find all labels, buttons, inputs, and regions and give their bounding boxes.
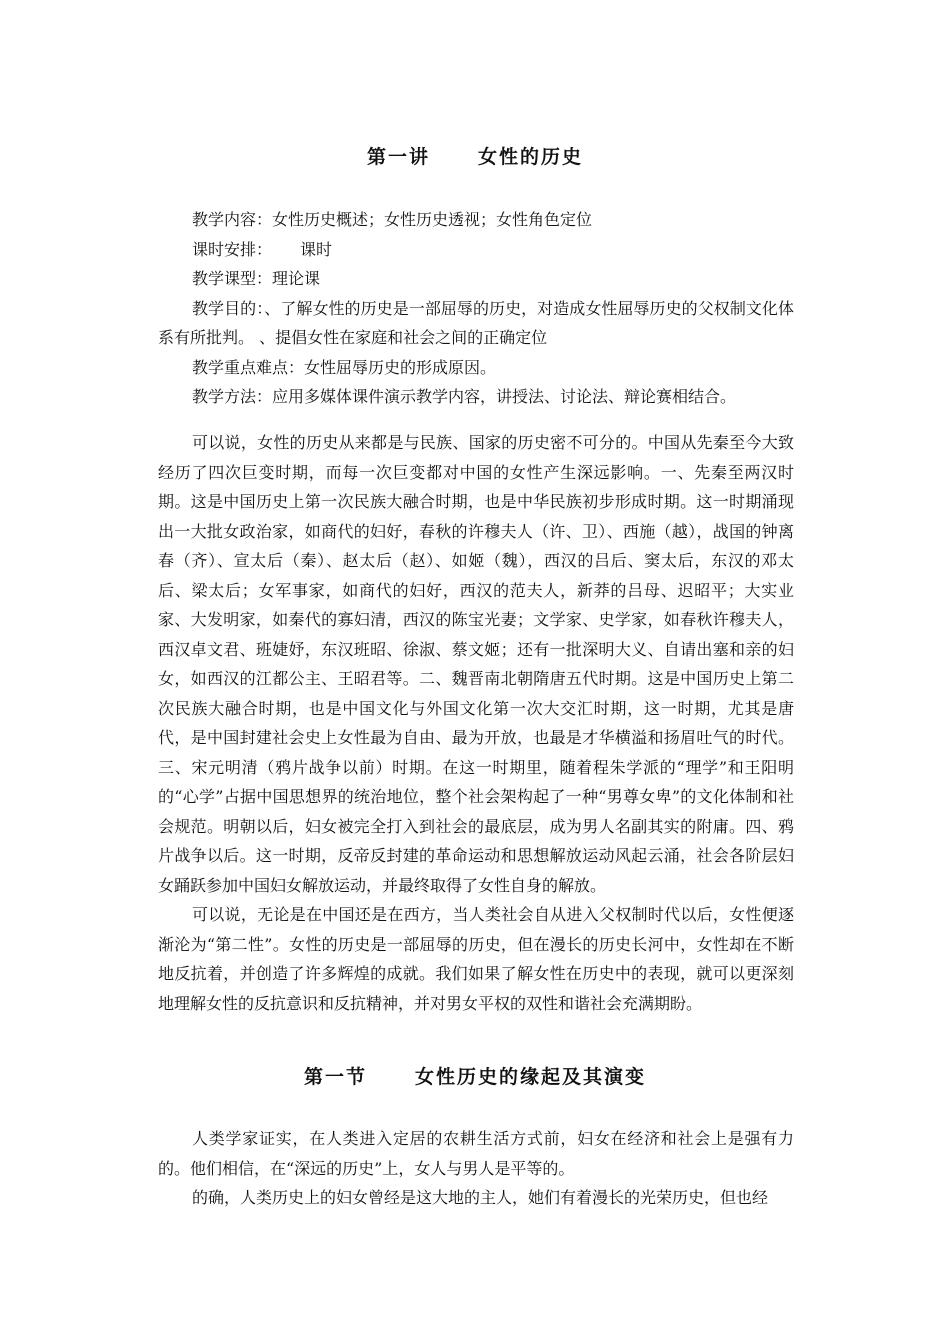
chapter1-body <box>158 428 794 1018</box>
meta-hours-label: 课时安排： <box>192 239 273 259</box>
meta-type-label: 教学课型： <box>192 269 273 288</box>
meta-type-value: 理论课 <box>272 269 321 288</box>
meta-type <box>158 264 794 294</box>
meta-method-label: 教学方法： <box>192 387 273 406</box>
meta-hours <box>158 235 794 265</box>
body-paragraph: 人类学家证实，在人类进入定居的农耕生活方式前，妇女在经济和社会上是强有力的。他们相信，在“深远的历史”上，女人与男人是平等的。 <box>158 1129 794 1178</box>
meta-goal-value: 、了解女性的历史是一部屈辱的历史，对造成女性屈辱历史的父权制文化体系有所批判。 、提倡女性在家庭和社会之间的正确定位 <box>158 298 794 347</box>
meta-goal-label: 教学目的： <box>192 298 265 318</box>
section-heading <box>0 1062 950 1089</box>
meta-hours-value: 课时 <box>300 239 333 259</box>
body-paragraph: 的确，人类历史上的妇女曾经是这大地的主人，她们有着漫长的光荣历史，但也经 <box>192 1188 769 1207</box>
body-paragraph: 可以说，女性的历史从来都是与民族、国家的历史密不可分的。中国从先秦至今大致经历了四次巨变时期，而每一次巨变都对中国的女性产生深远影响。一、先秦至两汉时期。这是中国历史上第一次民族大融合时期，也是中华民族初步形成时期。这一时期涌现出一大批女政治家，如商代的妇好，春秋的许穆夫人（许、卫）、西施（越），战国的钟离春（齐）、宣太后（秦）、赵太后（赵）、如姬（魏），西汉的吕后、窦太后，东汉的邓太后、梁太后；女军事家，如商代的妇好，西汉的范夫人，新莽的吕母、迟昭平；大实业家、大发明家，如秦代的寡妇清，西汉的陈宝光妻；文学家、史学家，如春秋许穆夫人，西汉卓文君、班婕妤，东汉班昭、徐淑、蔡文姬；还有一批深明大义、自请出塞和亲的妇女，如西汉的江都公主、王昭君等。二、魏晋南北朝隋唐五代时期。这是中国历史上第二次民族大融合时期，也是中国文化与外国文化第一次大交汇时期，这一时期，尤其是唐代，是中国封建社会史上女性最为自由、最为开放，也最是才华横溢和扬眉吐气的时代。三、宋元明清（鸦片战争以前）时期。在这一时期里，随着程朱学派的“理学”和王阳明的“心学”占据中国思想界的统治地位，整个社会架构起了一种“男尊女卑”的文化体制和社会规范。明朝以后，妇女被完全打入到社会的最底层，成为男人名副其实的附庸。四、鸦片战争以后。这一时期，反帝反封建的革命运动和思想解放运动风起云涌，社会各阶层妇女踊跃参加中国妇女解放运动，并最终取得了女性自身的解放。 <box>158 433 794 895</box>
meta-key <box>158 353 794 383</box>
meta-content-value: 女性历史概述；女性历史透视；女性角色定位 <box>272 210 593 229</box>
meta-content-label: 教学内容： <box>192 210 273 229</box>
course-meta <box>158 205 794 412</box>
meta-method-value: 应用多媒体课件演示教学内容，讲授法、讨论法、辩论赛相结合。 <box>272 387 737 406</box>
section-number: 第一节 <box>303 1066 367 1088</box>
chapter-title: 女性的历史 <box>478 146 584 168</box>
body-paragraph: 可以说，无论是在中国还是在西方，当人类社会自从进入父权制时代以后，女性便逐渐沦为“第二性”。女性的历史是一部屈辱的历史，但在漫长的历史长河中，女性却在不断地反抗着，并创造了许多辉煌的成就。我们如果了解女性在历史中的表现，就可以更深刻地理解女性的反抗意识和反抗精神，并对男女平权的双性和谐社会充满期盼。 <box>158 905 794 1013</box>
meta-key-value: 女性屈辱历史的形成原因。 <box>304 357 497 377</box>
section-title: 女性历史的缘起及其演变 <box>415 1066 647 1088</box>
chapter-number: 第一讲 <box>366 146 430 168</box>
meta-content <box>158 205 794 235</box>
meta-method <box>158 382 794 412</box>
meta-goal <box>158 294 794 353</box>
section-body <box>158 1124 794 1213</box>
chapter-heading <box>0 142 950 169</box>
meta-key-label: 教学重点难点： <box>192 357 305 377</box>
